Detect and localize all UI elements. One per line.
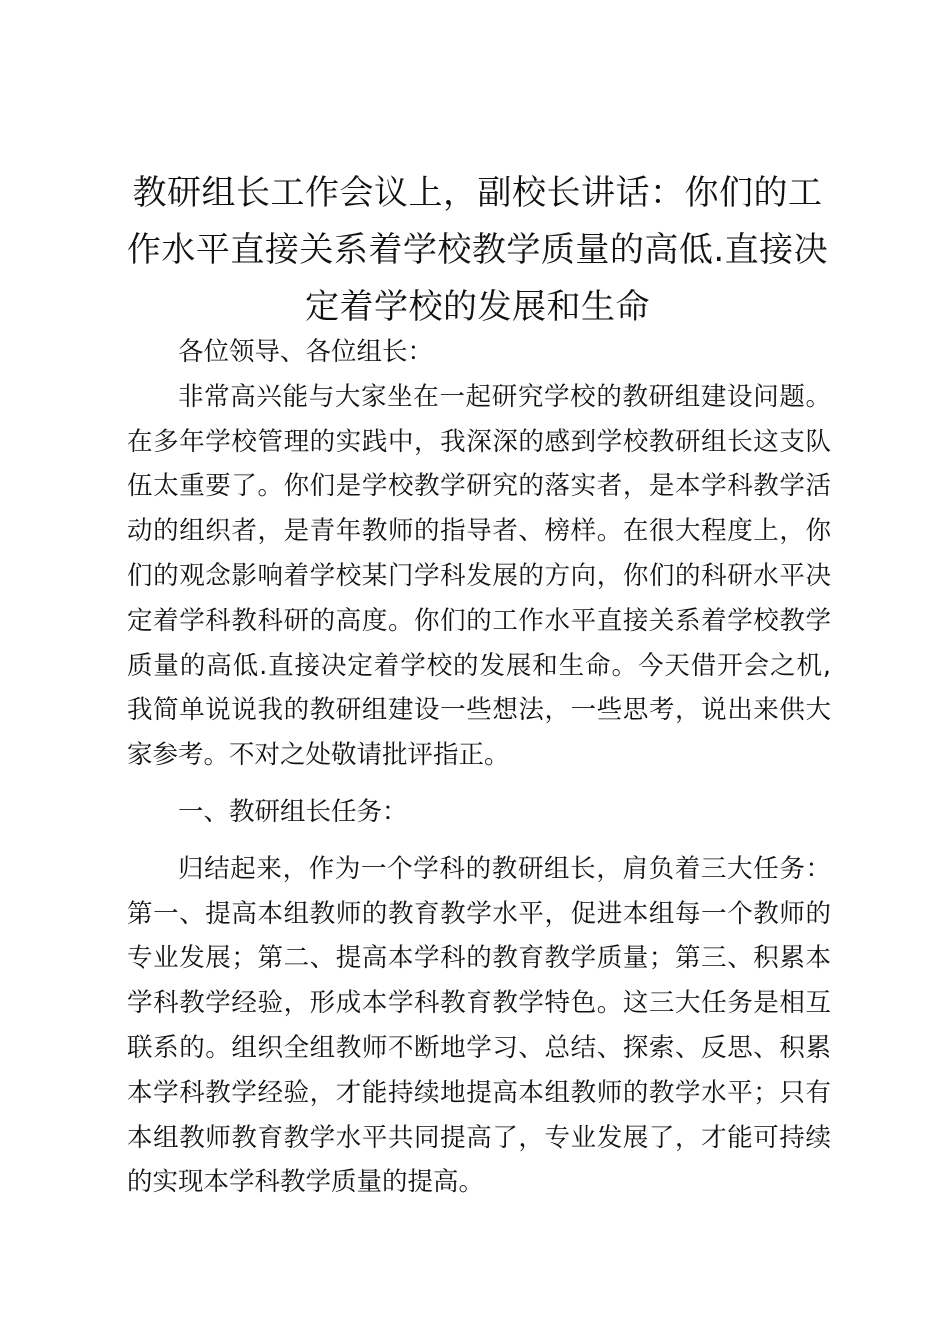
document-title: 教研组长工作会议上，副校长讲话：你们的工作水平直接关系着学校教学质量的高低.直接决定着学校的发展和生命	[126, 173, 829, 327]
intro-paragraph: 非常高兴能与大家坐在一起研究学校的教研组建设问题。在多年学校管理的实践中，我深深的感到学校教研组长这支队伍太重要了。你们是学校教学研究的落实者，是本学科教学活动的组织者，是青年教师的指导者、榜样。在很大程度上，你们的观念影响着学校某门学科发展的方向，你们的科研水平决定着学科教科研的高度。你们的工作水平直接关系着学校教学质量的高低.直接决定着学校的发展和生命。今天借开会之机,我简单说说我的教研组建设一些想法，一些思考，说出来供大家参考。不对之处敬请批评指正。	[127, 381, 831, 771]
section-heading: 一、教研组长任务：	[178, 796, 408, 827]
greeting-paragraph: 各位领导、各位组长：	[178, 337, 434, 367]
document-body	[127, 330, 831, 1205]
tasks-paragraph: 归结起来，作为一个学科的教研组长，肩负着三大任务：第一、提高本组教师的教育教学水平，促进本组每一个教师的专业发展；第二、提高本学科的教育教学质量；第三、积累本学科教学经验，形成本学科教育教学特色。这三大任务是相互联系的。组织全组教师不断地学习、总结、探索、反思、积累本学科教学经验，才能持续地提高本组教师的教学水平；只有本组教师教育教学水平共同提高了，专业发展了，才能可持续的实现本学科教学质量的提高。	[127, 853, 831, 1198]
